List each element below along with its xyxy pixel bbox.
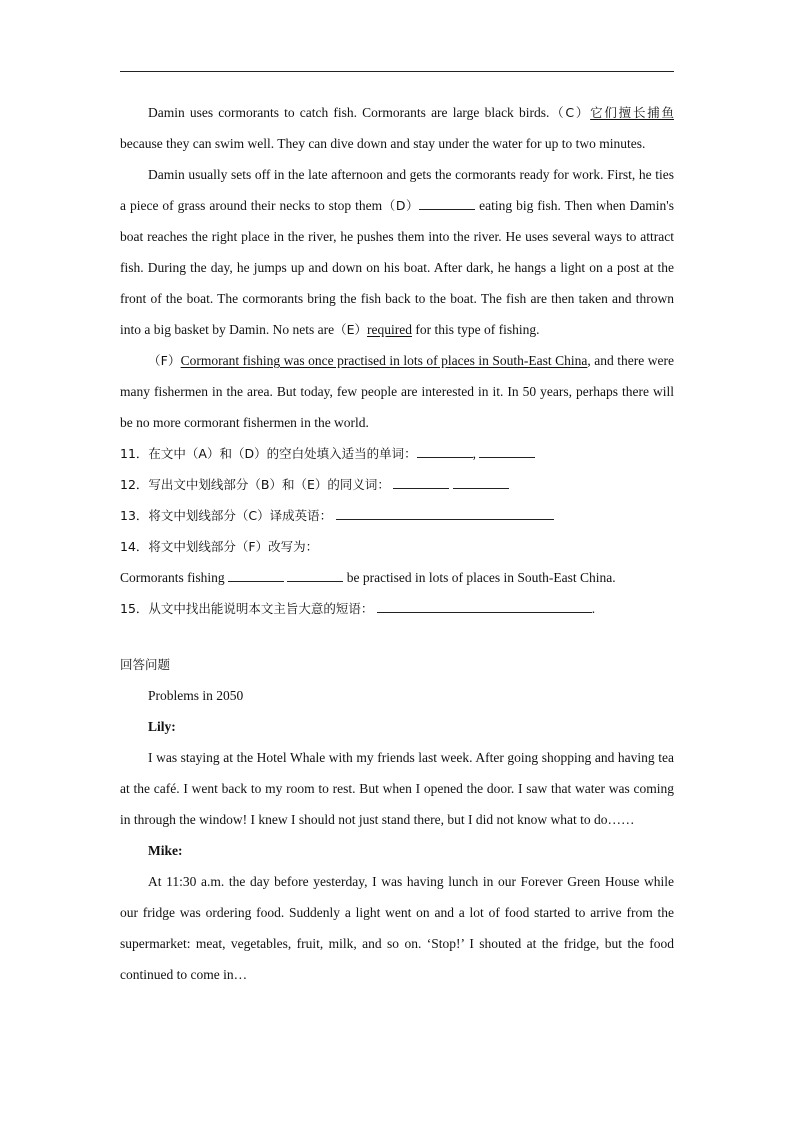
- p2-text-a: Damin usually sets off in the late afternoon and gets the cormorants ready for work. First, he ties a piece of grass around their necks to stop them: [120, 167, 674, 213]
- blank-d[interactable]: [419, 196, 475, 210]
- q14-blank-2[interactable]: [287, 568, 343, 582]
- question-15: [120, 593, 674, 624]
- q11-blank-1[interactable]: [417, 444, 473, 458]
- question-11: [120, 438, 674, 469]
- mark-d: （D）: [382, 198, 420, 213]
- speaker-mike: Mike:: [148, 843, 183, 858]
- document-body: [120, 97, 674, 990]
- q14-post: be practised in lots of places in South-East China.: [346, 570, 616, 585]
- underlined-e: required: [366, 322, 412, 337]
- q11-text: 11．在文中（A）和（D）的空白处填入适当的单词：: [120, 446, 417, 461]
- header-rule: [120, 71, 674, 72]
- mark-e: （E）: [334, 322, 367, 337]
- q13-blank[interactable]: [336, 506, 554, 520]
- mike-paragraph: At 11:30 a.m. the day before yesterday, I was having lunch in our Forever Green House while our fridge was ordering food. Suddenly a light went on and a lot of food started to arrive from the supermarket: meat, vegetables, fruit, milk, and so on. ‘Stop!’ I shouted at the fridge, but the food continued to come in…: [120, 874, 674, 982]
- q11-sep: ,: [472, 446, 476, 461]
- p1-text-b: because they can swim well. They can dive down and stay under the water for up to two minutes.: [120, 136, 646, 151]
- mark-f: （F）: [148, 353, 181, 368]
- q12-text: 12．写出文中划线部分（B）和（E）的同义词：: [120, 477, 390, 492]
- lily-paragraph: I was staying at the Hotel Whale with my friends last week. After going shopping and having tea at the café. I went back to my room to rest. But when I opened the door. I saw that water was coming in through the window! I knew I should not just stand there, but I did not know what to do……: [120, 750, 674, 827]
- p3-text-b: , and there were many fishermen in the area. But today, few people are interested in it. In 50 years, perhaps there will be no more cormorant fishermen in the world.: [120, 353, 675, 430]
- question-14-line: [120, 562, 674, 593]
- reading-title: Problems in 2050: [148, 688, 244, 703]
- q15-end: .: [591, 601, 596, 616]
- passage-paragraph-2: [120, 159, 674, 345]
- q13-text: 13．将文中划线部分（C）译成英语：: [120, 508, 333, 523]
- q14-blank-1[interactable]: [228, 568, 284, 582]
- q12-blank-2[interactable]: [453, 475, 509, 489]
- question-12: [120, 469, 674, 500]
- underlined-f: Cormorant fishing was once practised in lots of places in South-East China: [180, 353, 588, 368]
- underlined-c: 它们擅长捕鱼: [590, 105, 674, 120]
- passage-paragraph-3: [120, 345, 674, 438]
- section-heading: 回答问题: [120, 657, 171, 672]
- p1-text-a: Damin uses cormorants to catch fish. Cormorants are large black birds.: [148, 105, 550, 120]
- q12-blank-1[interactable]: [393, 475, 449, 489]
- passage-paragraph-1: [120, 97, 674, 159]
- q14-pre: Cormorants fishing: [120, 570, 225, 585]
- q14-text: 14．将文中划线部分（F）改写为：: [120, 539, 319, 554]
- p2-text-b: eating big fish. Then when Damin's boat reaches the right place in the river, he pushes them into the river. He uses several ways to attract fish. During the day, he jumps up and down on his boat. After dark, he hangs a light on a post at the front of the boat. The cormorants bring the fish back to the boat. The fish are then taken and thrown into a big basket by Damin. No nets are: [120, 198, 674, 337]
- mark-c: （C）: [549, 105, 591, 120]
- section-gap: [120, 624, 674, 649]
- q15-blank[interactable]: [377, 599, 592, 613]
- speaker-lily: Lily:: [148, 719, 176, 734]
- p2-text-c: for this type of fishing.: [411, 322, 540, 337]
- q11-blank-2[interactable]: [479, 444, 535, 458]
- question-14: [120, 531, 674, 562]
- q15-text: 15．从文中找出能说明本文主旨大意的短语：: [120, 601, 374, 616]
- question-13: [120, 500, 674, 531]
